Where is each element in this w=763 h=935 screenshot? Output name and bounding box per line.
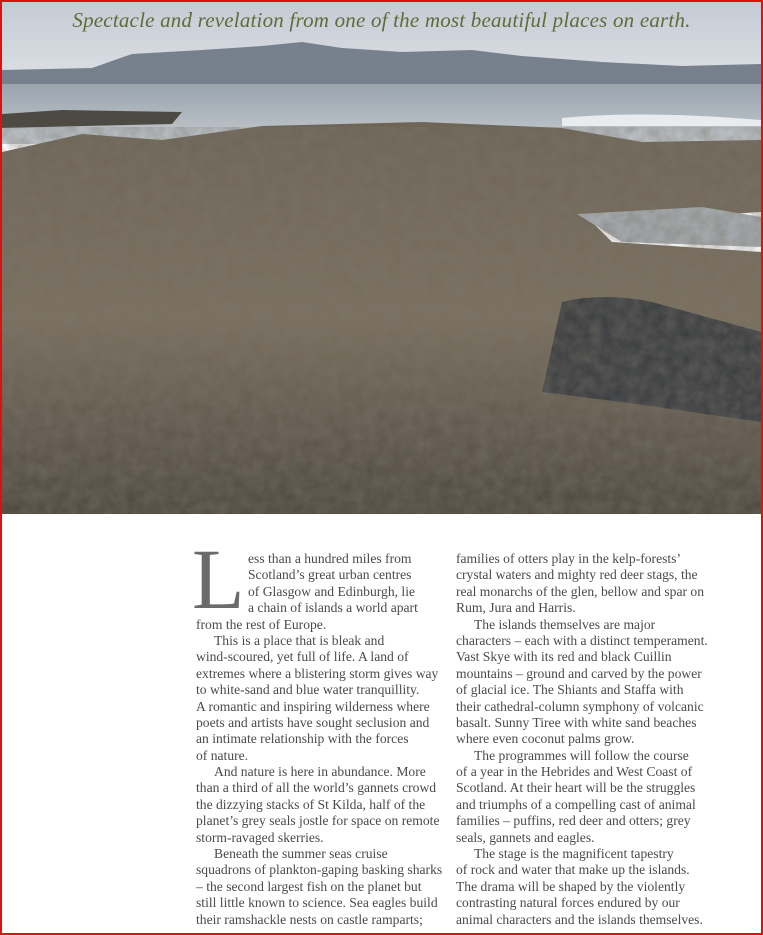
text-line: Rum, Jura and Harris. xyxy=(456,600,576,616)
text-line: than a third of all the world’s gannets crowd xyxy=(196,780,437,796)
text-line: Scotland’s great urban centres xyxy=(248,567,412,583)
text-line: of nature. xyxy=(196,747,249,763)
text-line: The stage is the magnificent tapestry xyxy=(474,846,674,862)
text-line: ess than a hundred miles from xyxy=(248,551,412,566)
text-line: storm-ravaged skerries. xyxy=(196,829,324,845)
text-line: Vast Skye with its red and black Cuillin xyxy=(456,649,672,665)
text-line: families of otters play in the kelp-forests’ xyxy=(456,551,681,566)
text-line: Scotland. At their heart will be the struggles xyxy=(456,780,696,796)
text-line: A romantic and inspiring wilderness where xyxy=(196,698,430,714)
article-column-2 xyxy=(456,551,736,928)
coastal-rocks-photo xyxy=(2,2,761,514)
headline: Spectacle and revelation from one of the most beautiful places on earth. xyxy=(72,8,691,32)
text-line: squadrons of plankton-gaping basking sharks xyxy=(196,862,443,878)
text-line: wind-scoured, yet full of life. A land of xyxy=(196,649,409,665)
text-line: poets and artists have sought seclusion and xyxy=(196,714,430,730)
text-line: still little known to science. Sea eagles build xyxy=(196,895,438,911)
text-line: The islands themselves are major xyxy=(474,616,656,632)
text-line: a chain of islands a world apart xyxy=(248,600,418,616)
text-line: This is a place that is bleak and xyxy=(214,632,385,648)
article-column-1 xyxy=(192,531,446,928)
text-line: of glacial ice. The Shiants and Staffa with xyxy=(456,682,684,698)
text-line: The drama will be shaped by the violently xyxy=(456,878,686,894)
text-line: of a year in the Hebrides and West Coast of xyxy=(456,764,693,780)
text-line: planet’s grey seals jostle for space on remote xyxy=(196,813,440,829)
text-line: of Glasgow and Edinburgh, lie xyxy=(248,583,416,599)
text-line: The programmes will follow the course xyxy=(474,747,689,763)
text-line: – the second largest fish on the planet but xyxy=(196,878,422,894)
text-line: families – puffins, red deer and otters; grey xyxy=(456,813,691,829)
text-line: contrasting natural forces endured by our xyxy=(456,895,680,911)
text-line: the dizzying stacks of St Kilda, half of the xyxy=(196,796,426,812)
drop-cap: L xyxy=(192,531,245,627)
text-line: And nature is here in abundance. More xyxy=(214,764,426,780)
text-line: and triumphs of a compelling cast of animal xyxy=(456,796,696,812)
text-line: extremes where a blistering storm gives way xyxy=(196,665,439,681)
text-line: of rock and water that make up the islands. xyxy=(456,862,690,878)
text-line: basalt. Sunny Tiree with white sand beaches xyxy=(456,714,697,730)
text-line: mountains – ground and carved by the power xyxy=(456,665,702,681)
text-line: characters – each with a distinct temperament. xyxy=(456,632,708,648)
text-line: crystal waters and mighty red deer stags, the xyxy=(456,567,698,583)
text-line: to white-sand and blue water tranquillity. xyxy=(196,682,420,698)
text-line: animal characters and the islands themselves. xyxy=(456,911,703,927)
text-line: their ramshackle nests on castle ramparts; xyxy=(196,911,423,927)
text-line: real monarchs of the glen, bellow and spar on xyxy=(456,583,705,599)
text-line: from the rest of Europe. xyxy=(196,616,327,632)
text-line: seals, gannets and eagles. xyxy=(456,829,595,845)
text-line: an intimate relationship with the forces xyxy=(196,731,409,747)
text-line: their cathedral-column symphony of volcanic xyxy=(456,698,704,714)
text-line: Beneath the summer seas cruise xyxy=(214,846,388,862)
text-line: where even coconut palms grow. xyxy=(456,731,635,747)
